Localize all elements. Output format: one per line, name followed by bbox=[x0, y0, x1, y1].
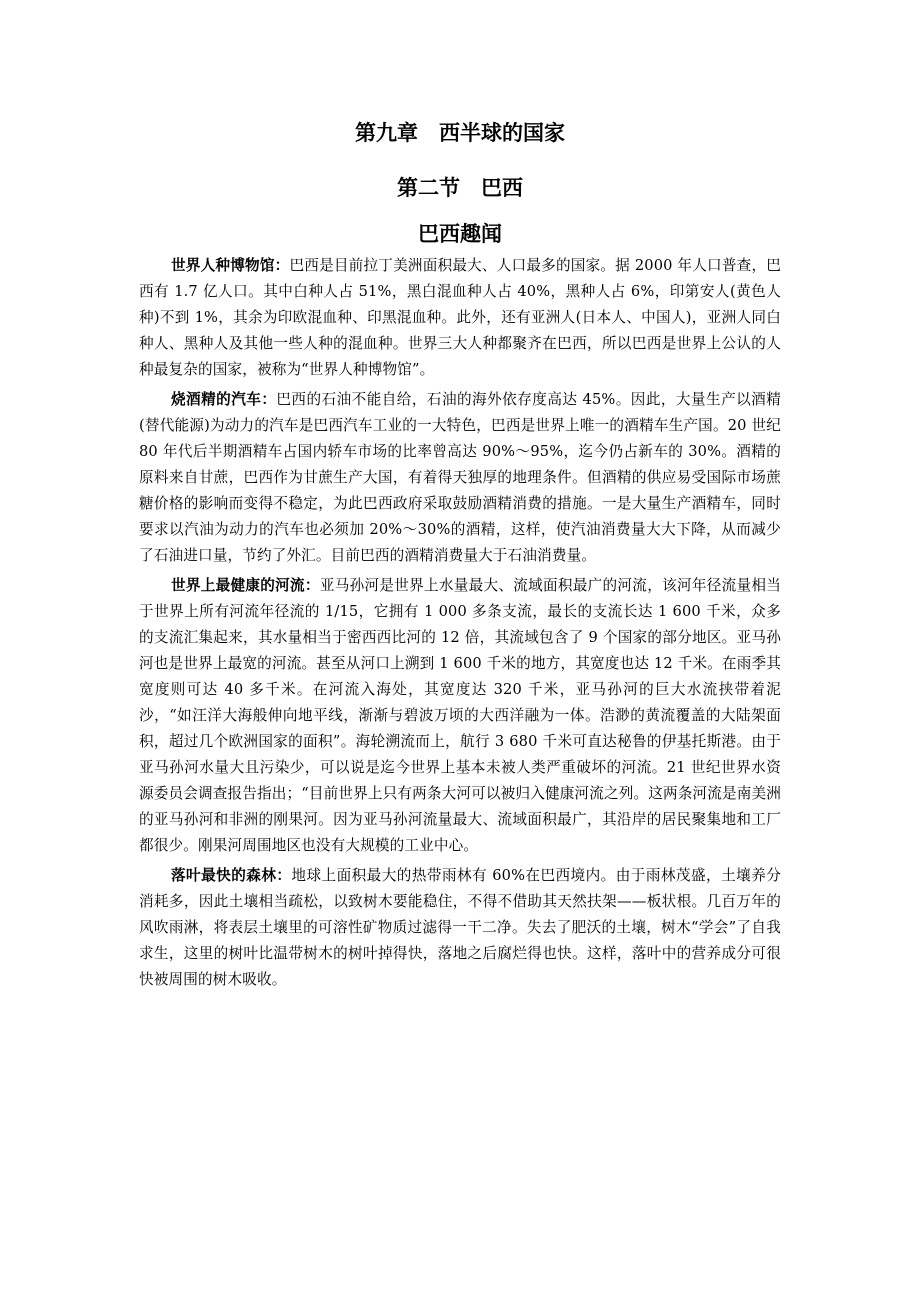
chapter-title: 第九章 西半球的国家 bbox=[355, 121, 565, 145]
paragraph-ethnic-museum bbox=[139, 253, 781, 383]
paragraph-ethanol-cars bbox=[139, 387, 781, 569]
paragraph-fastest-leaf-fall bbox=[139, 863, 781, 993]
paragraph-lead: 落叶最快的森林： bbox=[171, 867, 292, 884]
paragraph-lead: 烧酒精的汽车： bbox=[171, 391, 277, 408]
section-title: 第二节 巴西 bbox=[397, 176, 523, 200]
paragraph-lead: 世界上最健康的河流： bbox=[171, 577, 320, 594]
document-page bbox=[139, 118, 781, 997]
paragraph-body: 巴西是目前拉丁美洲面积最大、人口最多的国家。据 2000 年人口普查，巴西有 1.7 亿人口。其中白种人占 51%，黑白混血种人占 40%，黑种人占 6%，印第安人(黄色人种)不到 1%，其余为印欧混血种、印黑混血种。此外，还有亚洲人(日本人、中国人)，亚洲人同白种人、黑种人及其他一些人种的混血种。世界三大人种都聚齐在巴西，所以巴西是世界上公认的人种最复杂的国家，被称为“世界人种博物馆”。 bbox=[139, 257, 781, 378]
article-title: 巴西趣闻 bbox=[418, 222, 502, 246]
paragraph-body: 巴西的石油不能自给，石油的海外依存度高达 45%。因此，大量生产以酒精(替代能源)为动力的汽车是巴西汽车工业的一大特色，巴西是世界上唯一的酒精车生产国。20 世纪 80 年代后半期酒精车占国内轿车市场的比率曾高达 90%～95%，迄今仍占新车的 30%。酒精的原料来自甘蔗，巴西作为甘蔗生产大国，有着得天独厚的地理条件。但酒精的供应易受国际市场蔗糖价格的影响而变得不稳定，为此巴西政府采取鼓励酒精消费的措施。一是大量生产酒精车，同时要求以汽油为动力的汽车也必须加 20%～30%的酒精，这样，使汽油消费量大大下降，从而减少了石油进口量，节约了外汇。目前巴西的酒精消费量大于石油消费量。 bbox=[139, 391, 781, 564]
paragraph-body: 地球上面积最大的热带雨林有 60%在巴西境内。由于雨林茂盛，土壤养分消耗多，因此土壤相当疏松，以致树木要能稳住，不得不借助其天然扶架——板状根。几百万年的风吹雨淋，将表层土壤里的可溶性矿物质过滤得一干二净。失去了肥沃的土壤，树木“学会”了自我求生，这里的树叶比温带树木的树叶掉得快，落地之后腐烂得也快。这样，落叶中的营养成分可很快被周围的树木吸收。 bbox=[139, 867, 781, 988]
paragraph-healthiest-river bbox=[139, 573, 781, 859]
paragraph-lead: 世界人种博物馆： bbox=[171, 257, 290, 274]
paragraph-body: 亚马孙河是世界上水量最大、流域面积最广的河流，该河年径流量相当于世界上所有河流年径流的 1/15，它拥有 1 000 多条支流，最长的支流长达 1 600 千米，众多的支流汇集起来，其水量相当于密西西比河的 12 倍，其流域包含了 9 个国家的部分地区。亚马孙河也是世界上最宽的河流。甚至从河口上溯到 1 600 千米的地方，其宽度也达 12 千米。在雨季其宽度则可达 40 多千米。在河流入海处，其宽度达 320 千米，亚马孙河的巨大水流挟带着泥沙，“如汪洋大海般伸向地平线，渐渐与碧波万顷的大西洋融为一体。浩渺的黄流覆盖的大陆架面积，超过几个欧洲国家的面积”。海轮溯流而上，航行 3 680 千米可直达秘鲁的伊基托斯港。由于亚马孙河水量大且污染少，可以说是迄今世界上基本未被人类严重破坏的河流。21 世纪世界水资源委员会调查报告指出；“目前世界上只有两条大河可以被归入健康河流之列。这两条河流是南美洲的亚马孙河和非洲的刚果河。因为亚马孙河流量最大、流域面积最广，其沿岸的居民聚集地和工厂都很少。刚果河周围地区也没有大规模的工业中心。 bbox=[139, 577, 781, 854]
